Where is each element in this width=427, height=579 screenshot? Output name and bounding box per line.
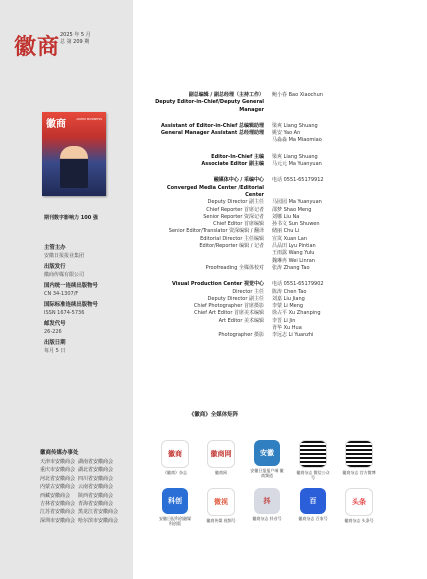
department-item: 吉林省安徽商会 — [40, 501, 76, 508]
staff-role: Senior Reporter 资深记者 — [203, 213, 264, 220]
qr-caption: 期刊数字影响力 100 强 — [44, 215, 98, 221]
staff-role: Editor/Reporter 编辑 / 记者 — [199, 243, 264, 250]
staff-role: Editorial Director 主任编辑 — [200, 235, 264, 242]
info-value: 每月 5 日 — [44, 348, 66, 354]
staff-row — [150, 236, 410, 243]
staff-row — [150, 281, 410, 288]
app-logo-icon: 头条 — [345, 488, 373, 516]
app-logo-icon: 抖 — [254, 488, 280, 514]
department-item: 天津市安徽商会 — [40, 459, 76, 465]
cover-subtitle: ANHUI BUSINESS — [76, 117, 102, 121]
staff-role: Deputy Director 副主任 — [207, 199, 264, 206]
staff-row — [150, 310, 410, 317]
staff-row — [150, 137, 410, 144]
magazine-cover — [42, 112, 106, 196]
media-app[interactable] — [342, 488, 376, 523]
media-app[interactable] — [158, 488, 192, 526]
staff-name: 电话 0551-65179912 — [272, 177, 324, 184]
issue-number: 总 第 209 期 — [60, 39, 90, 45]
staff-row — [150, 177, 410, 184]
staff-row — [150, 154, 410, 161]
department-item: 湖北省安徽商会 — [78, 467, 114, 474]
app-label: 安徽日报报户端 徽商频道 — [250, 468, 284, 478]
staff-role: 融媒体中心 / 采编中心 — [213, 177, 264, 184]
app-label: 徽商杂志 头条号 — [344, 518, 374, 523]
staff-row — [150, 99, 410, 114]
staff-role — [150, 250, 272, 257]
media-matrix-title: 《徽商》全媒体矩阵 — [188, 412, 239, 418]
staff-name: 马淼淼 Ma Miaomiao — [272, 137, 322, 144]
staff-row — [150, 161, 410, 168]
staff-role — [150, 137, 272, 144]
staff-name: 李晋 Li Jin — [272, 317, 296, 324]
cover-logo: 徽商 — [46, 119, 66, 130]
staff-row — [150, 207, 410, 214]
staff-row — [150, 289, 410, 296]
department-item: 湖南省安徽商会 — [78, 459, 114, 465]
media-app[interactable] — [342, 440, 376, 475]
app-label: 徽商杂志 官方微博 — [342, 470, 376, 475]
staff-role: Associate Editor 副主编 — [201, 161, 264, 168]
info-label: 出版发行 — [44, 264, 66, 270]
staff-name: 李远志 Li Yuanzhi — [272, 332, 314, 339]
staff-row — [150, 228, 410, 235]
staff-name — [272, 99, 410, 114]
staff-name: 陈涛 Chen Tao — [272, 288, 307, 295]
staff-name: 马园园 Ma Yuanyuan — [272, 199, 322, 206]
departments-title: 徽商传媒办事处 — [40, 450, 79, 456]
staff-row — [150, 92, 410, 99]
staff-role: Director 主任 — [232, 288, 264, 295]
media-app[interactable] — [250, 440, 284, 478]
staff-role: Chief Photographer 首席摄影 — [193, 303, 264, 310]
department-item: 云南省安徽商会 — [78, 484, 114, 491]
staff-name: 邵梦 Shao Meng — [272, 206, 312, 213]
staff-row — [150, 258, 410, 265]
staff-row — [150, 185, 410, 200]
department-item: 黑龙江省安徽商会 — [78, 509, 119, 516]
cover-person-image — [60, 146, 88, 188]
staff-role: General Manager Assistant 总经理助理 — [160, 130, 264, 137]
app-logo-icon: 微视 — [207, 488, 235, 516]
app-label: 徽商传媒 视频号 — [206, 518, 236, 523]
staff-role: Deputy Editor-in-Chief/Deputy General Manager — [155, 99, 264, 113]
magazine-logo: 徽商 — [14, 34, 61, 60]
staff-name: 胥华 Xu Hua — [272, 325, 302, 332]
staff-name: 徐占平 Xu Zhanping — [272, 310, 321, 317]
app-label: 徽商杂志 百家号 — [298, 516, 328, 521]
staff-block — [150, 177, 410, 272]
info-value: ISSN 1674-5736 — [44, 310, 85, 316]
staff-name: 姚安 Yao An — [272, 130, 301, 137]
staff-list — [150, 92, 410, 349]
staff-block — [150, 92, 410, 114]
staff-name: 张涛 Zhang Tao — [272, 264, 310, 271]
app-logo-icon: 徽商 — [161, 440, 189, 468]
media-app[interactable] — [296, 440, 330, 480]
info-value: CN 34-1307/F — [44, 291, 79, 297]
staff-row — [150, 199, 410, 206]
info-label: 出版日期 — [44, 340, 66, 346]
department-item: 青海省安徽商会 — [78, 501, 114, 508]
staff-row — [150, 332, 410, 339]
staff-block — [150, 281, 410, 339]
departments — [40, 448, 118, 525]
app-logo-icon: 徽商网 — [207, 440, 235, 468]
staff-role: Proofreading 全媒体校对 — [205, 264, 264, 271]
media-app[interactable] — [296, 488, 330, 521]
staff-row — [150, 265, 410, 272]
media-app[interactable] — [204, 440, 238, 475]
app-label: 安徽日报科创融媒 科创版 — [159, 516, 191, 526]
staff-name: 魏琳冉 Wei Linran — [272, 257, 315, 264]
staff-name: 宣岚 Xuan Lan — [272, 235, 308, 242]
media-app[interactable] — [204, 488, 238, 523]
app-logo-icon: 安徽 — [254, 440, 280, 466]
department-item: 四川省安徽商会 — [78, 475, 114, 482]
app-logo-icon: 科创 — [162, 488, 188, 514]
media-app[interactable] — [250, 488, 284, 521]
qr-code-icon — [299, 440, 327, 468]
staff-name: 刘娜 Liu Na — [272, 213, 300, 220]
app-label: 徽商杂志 抖音号 — [252, 516, 282, 521]
department-item: 河北省安徽商会 — [40, 475, 76, 482]
issue-date: 2025 年 5 月 — [60, 32, 91, 38]
info-label: 邮发代号 — [44, 321, 66, 327]
staff-role: Converged Media Center /Editorial Center — [166, 184, 264, 198]
staff-name: 刘嘉 Liu Jiang — [272, 295, 305, 302]
app-label: 《徽商》杂志 — [163, 470, 187, 475]
info-value: 徽商传媒有限公司 — [44, 272, 85, 278]
department-item: 深圳市安徽商会 — [40, 517, 76, 524]
staff-name: 梁爽 Liang Shuang — [272, 153, 318, 160]
staff-name: 电话 0551-65179902 — [272, 281, 324, 288]
department-item: 陕西省安徽商会 — [78, 492, 114, 499]
staff-block — [150, 154, 410, 169]
staff-role — [150, 258, 272, 265]
staff-role: Chief Art Editor 首席美术编辑 — [194, 310, 264, 317]
staff-role: Chief Reporter 首席记者 — [206, 206, 264, 213]
department-item: 江苏省安徽商会 — [40, 509, 76, 516]
staff-row — [150, 250, 410, 257]
staff-role: Art Editor 美术编辑 — [218, 317, 264, 324]
staff-row — [150, 318, 410, 325]
media-app[interactable] — [158, 440, 192, 475]
staff-name: 孙书文 Sun Shuwen — [272, 221, 320, 228]
app-label: 徽商网 — [215, 470, 227, 475]
app-label: 徽商杂志 微信公众号 — [296, 470, 330, 480]
info-value: 安徽日报报业集团 — [44, 253, 85, 259]
staff-name: 王雨露 Wang Yulu — [272, 250, 315, 257]
staff-name: 李蒙 Li Meng — [272, 303, 304, 310]
department-item: 内蒙古安徽商会 — [40, 484, 76, 491]
staff-role: Editor-In-Chief 主编 — [211, 153, 264, 160]
staff-role: 副总编辑 / 副总经理（主持工作） — [188, 92, 264, 98]
department-item: 哈尔滨市安徽商会 — [78, 517, 119, 524]
staff-role: Photographer 摄影 — [218, 332, 264, 339]
staff-role: Deputy Director 副主任 — [207, 295, 264, 302]
staff-role: Senior Editor/Translator 资深编辑 / 翻译 — [168, 228, 264, 235]
department-item: 西藏安徽商会 — [40, 492, 71, 499]
staff-name: 马元元 Ma Yuanyuan — [272, 161, 322, 168]
qr-code-icon — [345, 440, 373, 468]
info-label: 主管主办 — [44, 245, 66, 251]
publication-info — [44, 244, 98, 358]
staff-role: Assistant of Editor-in-Chief 总编辑助理 — [161, 122, 264, 129]
info-label: 国际标准连续出版物号 — [44, 302, 98, 308]
departments-grid — [40, 459, 118, 525]
department-item: 重庆市安徽商会 — [40, 467, 76, 474]
staff-name — [272, 185, 410, 200]
staff-role: Visual Production Center 视觉中心 — [172, 281, 264, 288]
info-value: 26-226 — [44, 329, 62, 335]
staff-name: 储丽 Chu Li — [272, 228, 300, 235]
issue-info — [60, 32, 91, 46]
staff-name: 梁爽 Liang Shuang — [272, 122, 318, 129]
staff-role: Chief Editor 首席编辑 — [213, 221, 264, 228]
app-logo-icon: 百 — [300, 488, 326, 514]
info-label: 国内统一连续出版物号 — [44, 283, 98, 289]
staff-block — [150, 123, 410, 145]
staff-name: 鲍小春 Bao Xiaochun — [272, 92, 323, 98]
staff-name: 吕品田 Lyu Pintian — [272, 243, 316, 250]
